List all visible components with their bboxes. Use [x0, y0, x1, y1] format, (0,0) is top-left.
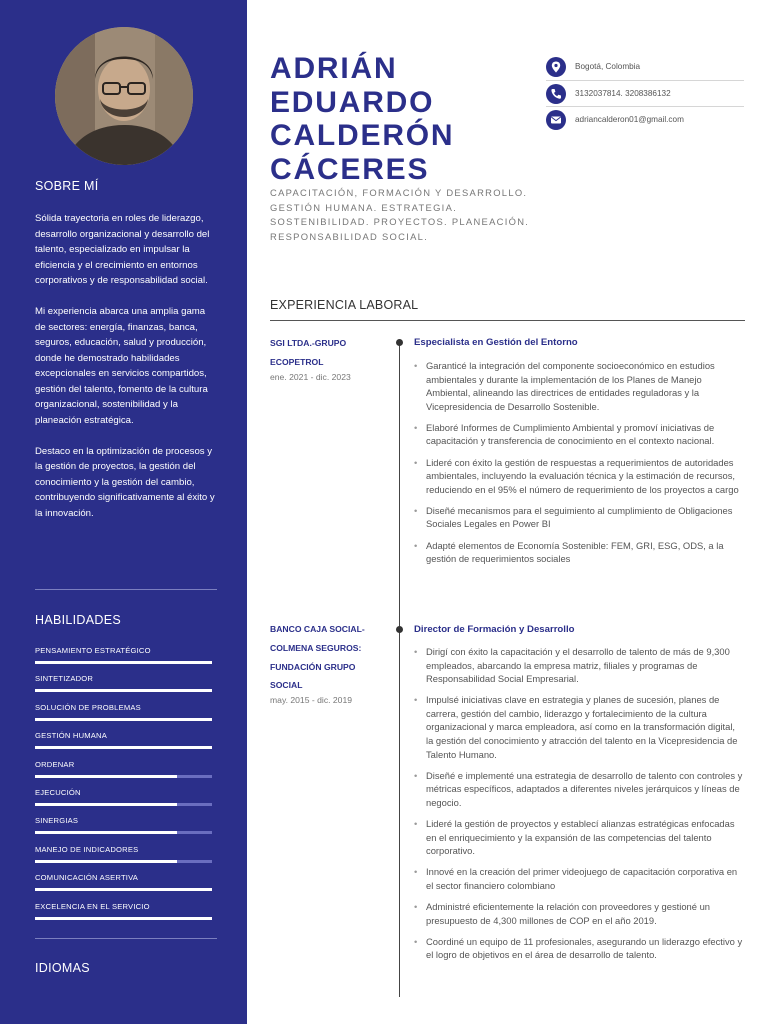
skill-name: PENSAMIENTO ESTRATÉGICO [35, 646, 151, 655]
skill-name: EXCELENCIA EN EL SERVICIO [35, 901, 150, 911]
profile-photo [55, 27, 193, 165]
achievement-item: • Elaboré Informes de Cumplimiento Ambiental y promoví iniciativas de capacitación y transferencia de conocimiento en el contexto nacional. [414, 421, 744, 448]
job-achievements [414, 359, 744, 573]
achievement-item: • Lideré con éxito la gestión de respuestas a requerimientos de autoridades ambientales, incluyendo la evaluación técnica y la estimación de recursos, reduciendo en el 95% el número de requerimiento de los proyectos a cargo [414, 456, 744, 497]
skills-title: HABILIDADES [35, 613, 121, 627]
job-dates: ene. 2021 - dic. 2023 [270, 372, 351, 382]
skill-bar [35, 888, 212, 891]
job-role: Director de Formación y Desarrollo [414, 624, 575, 635]
skill-name: MANEJO DE INDICADORES [35, 844, 139, 854]
skills-list [35, 640, 212, 924]
skill-name: SINTETIZADOR [35, 674, 94, 684]
timeline-dot [396, 339, 403, 346]
experience-title: EXPERIENCIA LABORAL [270, 298, 419, 312]
name-line: CALDERÓN [270, 119, 455, 152]
skill-item [35, 896, 212, 924]
skill-bar [35, 831, 212, 834]
skill-bar-fill [35, 831, 177, 834]
skill-item [35, 810, 212, 838]
sidebar-divider [35, 938, 217, 939]
skill-bar [35, 803, 212, 806]
skill-item [35, 839, 212, 867]
about-title: SOBRE MÍ [35, 179, 99, 193]
email-link[interactable]: adriancalderon01@gmail.com [575, 115, 684, 124]
achievement-item: • Dirigí con éxito la capacitación y el desarrollo de talento de más de 9,300 empleados, abarcando la empresa matriz, filiales y programas de Responsabilidad Social Empresarial. [414, 645, 744, 686]
job-role: Especialista en Gestión del Entorno [414, 337, 578, 348]
skill-item [35, 697, 212, 725]
timeline-line [399, 343, 400, 997]
skill-bar-fill [35, 860, 177, 863]
skill-bar [35, 689, 212, 692]
experience-divider [270, 320, 745, 321]
skill-item [35, 668, 212, 696]
sidebar [0, 0, 247, 1024]
contact-email [546, 107, 744, 134]
achievement-item: • Adapté elementos de Economía Sostenible: FEM, GRI, ESG, ODS, a la gestión de requerimientos sociales [414, 539, 744, 566]
about-paragraph: Mi experiencia abarca una amplia gama de sectores: energía, finanzas, banca, seguros, educación, salud y producción, donde he demostrado habilidades excepcionales en servicios compartidos, gestión del talento, fomento de la cultura organizacional, sostenibilidad y la planeación estratégica. [35, 306, 208, 426]
about-paragraph: Destaco en la optimización de procesos y la gestión de proyectos, la gestión del conocimiento y la gestión del cambio, contribuyendo significativamente al éxito y la innovación. [35, 445, 215, 519]
skill-bar-fill [35, 775, 177, 778]
skill-bar [35, 661, 212, 664]
contact-phone [546, 81, 744, 108]
skill-bar-fill [35, 689, 212, 692]
about-paragraph: Sólida trayectoria en roles de liderazgo, desarrollo organizacional y desarrollo del talento, especializado en impulsar la eficiencia y el crecimiento en entornos corporativos y de responsabilidad social. [35, 213, 210, 286]
achievement-item: • Coordiné un equipo de 11 profesionales, asegurando un liderazgo efectivo y el logro de objetivos en el área de desarrollo de talento. [414, 935, 744, 962]
skill-name: SINERGIAS [35, 816, 79, 826]
phone-icon [546, 84, 566, 104]
location-text: Bogotá, Colombia [575, 62, 641, 71]
achievement-item: • Innové en la creación del primer videojuego de capacitación corporativa en el sector financiero colombiano [414, 865, 744, 892]
full-name [270, 52, 454, 186]
skill-bar-fill [35, 888, 212, 891]
skill-name: EJECUCIÓN [35, 787, 81, 797]
achievement-item: • Diseñé e implementé una estrategia de desarrollo de talento con controles y métricas específicos, adaptados a diferentes niveles jerárquicos y líneas de negocio. [414, 769, 744, 810]
phone-text: 3132037814. 3208386132 [575, 88, 671, 98]
name-line: EDUARDO [270, 85, 435, 119]
achievement-item: • Diseñé mecanismos para el seguimiento al cumplimiento de Obligaciones Sociales Legales en Power BI [414, 504, 744, 531]
email-envelope-icon [546, 110, 566, 130]
skill-item [35, 754, 212, 782]
skill-bar [35, 775, 212, 778]
skill-bar-fill [35, 718, 212, 721]
skill-name: COMUNICACIÓN ASERTIVA [35, 873, 139, 883]
languages-title: IDIOMAS [35, 961, 90, 975]
skill-item [35, 640, 212, 668]
skill-bar-fill [35, 746, 212, 749]
job-company: SGI LTDA.-GRUPO ECOPETROL [270, 338, 347, 367]
achievement-item: • Garanticé la integración del componente socioeconómico en estudios ambientales y durante la implementación de los Planes de Manejo Ambiental, alineando las directrices de entidades reguladoras y la Vicepresidencia de Desarrollo Sostenible. [414, 359, 744, 413]
achievement-item: • Administré eficientemente la relación con proveedores y gestioné un presupuesto de 4,300 millones de COP en el año 2019. [414, 900, 744, 927]
about-text [35, 211, 217, 537]
skill-name: GESTIÓN HUMANA [35, 731, 107, 741]
name-line: CÁCERES [270, 152, 430, 186]
contact-list [546, 54, 744, 134]
professional-tagline: CAPACITACIÓN, FORMACIÓN Y DESARROLLO. GESTIÓN HUMANA. ESTRATEGIA. SOSTENIBILIDAD. PROYECTOS. PLANEACIÓN. RESPONSABILIDAD SOCIAL. [270, 187, 530, 243]
skill-item [35, 867, 212, 895]
location-pin-icon [546, 57, 566, 77]
contact-location [546, 54, 744, 81]
skill-name: SOLUCIÓN DE PROBLEMAS [35, 702, 141, 712]
skill-item [35, 725, 212, 753]
skill-name: ORDENAR [35, 759, 75, 769]
skill-bar [35, 718, 212, 721]
profile-photo-image [55, 27, 193, 165]
skill-bar [35, 860, 212, 863]
skill-bar [35, 917, 212, 920]
skill-bar [35, 746, 212, 749]
timeline-dot [396, 626, 403, 633]
skill-bar-fill [35, 661, 212, 664]
skill-item [35, 782, 212, 810]
achievement-item: • Impulsé iniciativas clave en estrategia y planes de sucesión, planes de carrera, gestión del cambio, liderazgo y fortalecimiento de la cultura organizacional y marca empleadora, así como en la transformación digital, la gestión del conocimiento y atracción del talento en la Vicepresidencia de Talento Humano. [414, 693, 744, 761]
name-line: ADRIÁN [270, 52, 398, 85]
skill-bar-fill [35, 803, 177, 806]
job-dates: may. 2015 - dic. 2019 [270, 695, 353, 705]
skill-bar-fill [35, 917, 212, 920]
achievement-item: • Lideré la gestión de proyectos y establecí alianzas estratégicas enfocadas en el enriquecimiento y la expansión de las competencias del talento corporativo. [414, 817, 744, 858]
sidebar-divider [35, 589, 217, 590]
job-achievements [414, 645, 744, 969]
job-company: BANCO CAJA SOCIAL- COLMENA SEGUROS: FUNDACIÓN GRUPO SOCIAL [270, 624, 365, 691]
